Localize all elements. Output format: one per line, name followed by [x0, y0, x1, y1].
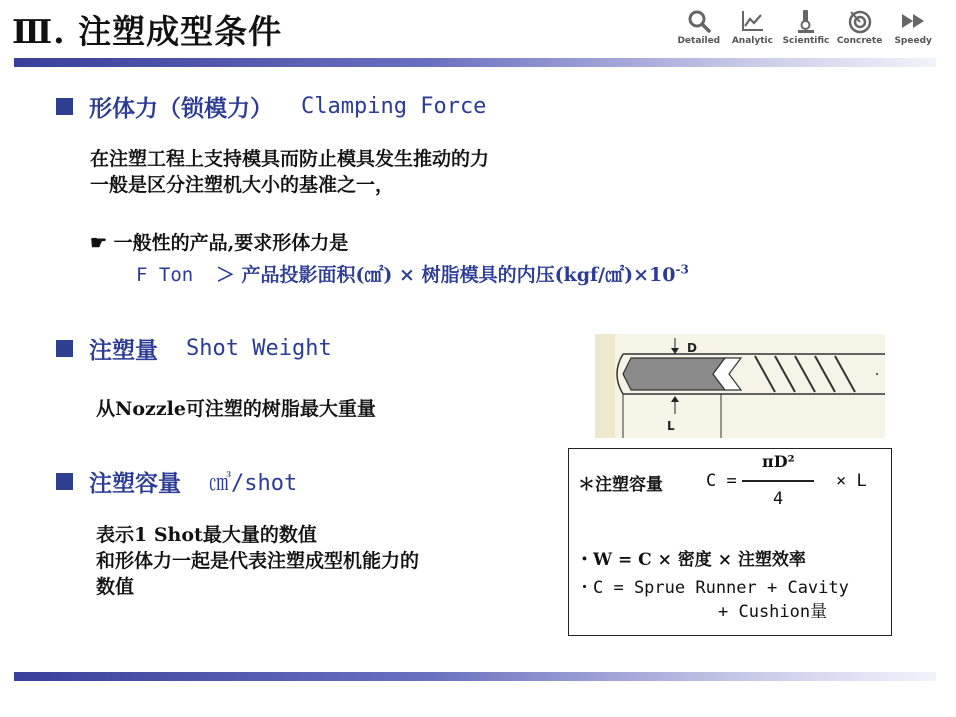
heading-cn: 注塑容量	[89, 470, 181, 497]
target-icon	[847, 8, 873, 34]
nav-label: Analytic	[731, 36, 773, 46]
nav-label: Speedy	[894, 36, 932, 46]
nav-label: Scientific	[782, 36, 830, 46]
formula-rhs: ＞ 产品投影面积(㎠) × 树脂模具的内压(kgf/㎠)×10	[215, 264, 676, 286]
formula-lhs: F Ton	[136, 264, 194, 286]
nav-speedy[interactable]	[886, 8, 940, 52]
clamping-desc-line1: 在注塑工程上支持模具而防止模具发生推动的力	[90, 148, 490, 170]
shot-weight-desc: 从Nozzle可注塑的树脂最大重量	[96, 398, 376, 420]
square-bullet-icon	[56, 340, 73, 357]
header-divider	[14, 58, 936, 67]
diagram-label-d: D	[687, 341, 697, 355]
heading-en: Clamping Force	[301, 94, 487, 119]
nav-label: Concrete	[836, 36, 883, 46]
diagram-label-l: L	[667, 419, 675, 433]
section-heading-clamping	[56, 90, 486, 123]
nav-analytic[interactable]	[726, 8, 780, 52]
formula-c-line2: + Cushion量	[718, 602, 828, 622]
formula-lead: ＊注塑容量	[578, 475, 663, 495]
fast-forward-icon	[900, 8, 926, 34]
formula-c-eq: C =	[706, 471, 737, 491]
section-heading-shot-weight	[56, 332, 332, 365]
nav-concrete[interactable]	[833, 8, 887, 52]
magnifier-icon	[686, 8, 712, 34]
heading-en: Shot Weight	[186, 336, 332, 361]
heading-cn: 注塑量	[89, 337, 158, 364]
nav-scientific[interactable]	[779, 8, 833, 52]
formula-exponent: -3	[675, 262, 689, 277]
clamping-note: ☛ 一般性的产品,要求形体力是	[90, 232, 349, 254]
page-title: Ⅲ. 注塑成型条件	[12, 12, 283, 51]
formula-denominator: 4	[773, 489, 784, 509]
formula-numerator: πD²	[762, 452, 795, 471]
nav-toolbar	[672, 8, 940, 52]
footer-divider	[14, 672, 936, 681]
formula-c-line1: ・C = Sprue Runner + Cavity	[576, 578, 849, 598]
shot-capacity-line3: 数值	[96, 576, 135, 598]
shot-capacity-line2: 和形体力一起是代表注塑成型机能力的	[96, 550, 420, 572]
clamping-formula	[136, 260, 689, 287]
shot-capacity-line1: 表示1 Shot最大量的数值	[96, 524, 317, 546]
nav-label: Detailed	[677, 36, 721, 46]
microscope-icon	[793, 8, 819, 34]
clamping-desc-line2: 一般是区分注塑机大小的基准之一，	[90, 174, 395, 196]
square-bullet-icon	[56, 473, 73, 490]
line-chart-icon	[739, 8, 765, 34]
screw-diagram	[595, 334, 885, 438]
formula-w-line: ・W = C × 密度 × 注塑效率	[576, 550, 806, 570]
heading-en: ㎤/shot	[209, 471, 298, 496]
section-heading-shot-capacity	[56, 465, 297, 498]
nav-detailed[interactable]	[672, 8, 726, 52]
formula-times-l: × L	[836, 471, 867, 491]
fraction-bar	[742, 480, 814, 482]
square-bullet-icon	[56, 98, 73, 115]
heading-cn: 形体力（锁模力）	[89, 95, 273, 122]
